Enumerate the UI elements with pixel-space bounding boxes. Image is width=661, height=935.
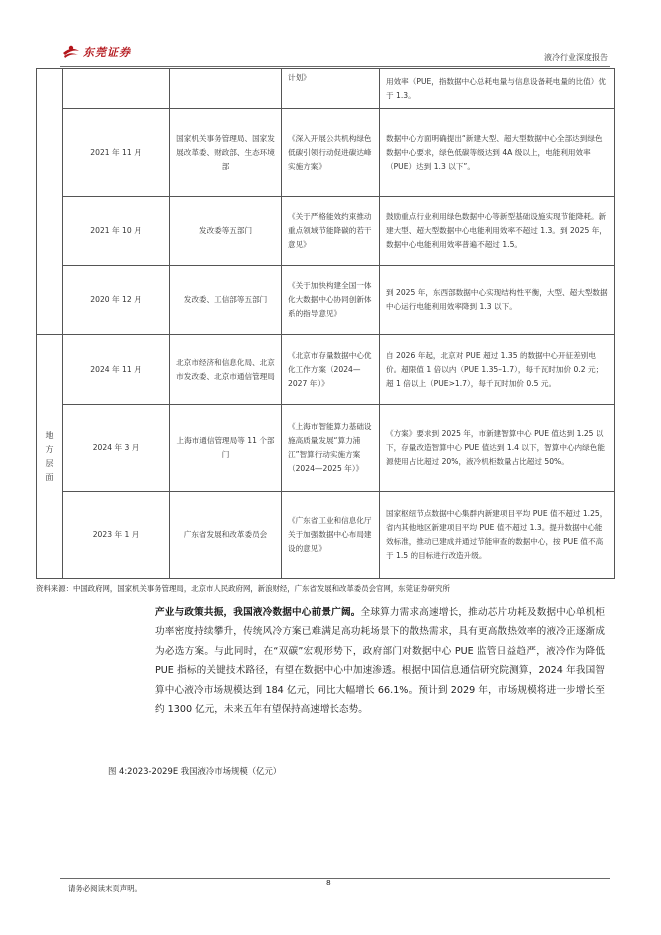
dept-cell: 上海市通信管理局等 11 个部门 <box>170 405 282 492</box>
table-row <box>37 266 615 335</box>
dept-cell: 发改委等五部门 <box>170 197 282 266</box>
company-logo <box>62 44 131 60</box>
content-cell: 国家枢纽节点数据中心集群内新建项目平均 PUE 值不超过 1.25，省内其他地区新建项目平均 PUE 值不超过 1.3。提升数据中心能效标准，推动已建成并通过节能审查的数据中心，按 PUE 值不高于 1.5 的目标进行改造升级。 <box>380 492 615 579</box>
report-title: 液冷行业深度报告 <box>544 53 608 62</box>
dept-cell <box>170 69 282 109</box>
content-cell: 数据中心方面明确提出“新建大型、超大型数据中心全部达到绿色数据中心要求，绿色低碳等级达到 4A 级以上，电能利用效率（PUE）达到 1.3 以下”。 <box>380 109 615 197</box>
page-header <box>60 40 610 66</box>
content-cell: 《方案》要求到 2025 年，市新建智算中心 PUE 值达到 1.25 以下，存量改造智算中心 PUE 值达到 1.4 以下，智算中心内绿色能源使用占比超过 20%，液冷机柜数量占比超过 50%。 <box>380 405 615 492</box>
paragraph-lead: 产业与政策共振，我国液冷数据中心前景广阔。 <box>155 607 361 618</box>
logo-text: 东莞证券 <box>83 46 131 59</box>
source-note: 资料来源：中国政府网，国家机关事务管理局，北京市人民政府网，新浪财经，广东省发展和改革委员会官网，东莞证券研究所 <box>36 584 450 593</box>
level-national-cell <box>37 69 63 335</box>
dept-cell: 北京市经济和信息化局、北京市发改委、北京市通信管理局 <box>170 335 282 405</box>
dept-cell: 发改委、工信部等五部门 <box>170 266 282 335</box>
table-row <box>37 492 615 579</box>
table-row <box>37 335 615 405</box>
table-row <box>37 109 615 197</box>
date-cell: 2024 年 3 月 <box>63 405 170 492</box>
doc-cell: 计划》 <box>282 69 380 109</box>
doc-cell: 《关于严格能效约束推动重点领域节能降碳的若干意见》 <box>282 197 380 266</box>
header-divider <box>60 66 610 67</box>
paragraph-text: 全球算力需求高速增长，推动芯片功耗及数据中心单机柜功率密度持续攀升，传统风冷方案已难满足高功耗场景下的散热需求，具有更高散热效率的液冷正逐渐成为必选方案。与此同时，在“双碳”宏观形势下，政府部门对数据中心 PUE 监管日益趋严，液冷作为降低 PUE 指标的关键技术路径，有望在数据中心中加速渗透。根据中国信息通信研究院测算，2024 年我国智算中心液冷市场规模达到 184 亿元，同比大幅增长 66.1%。预计到 2029 年，市场规模将进一步增长至约 1300 亿元，未来五年有望保持高速增长态势。 <box>155 607 606 716</box>
table-row <box>37 197 615 266</box>
date-cell <box>63 69 170 109</box>
content-cell: 到 2025 年，东西部数据中心实现结构性平衡，大型、超大型数据中心运行电能利用效率降到 1.3 以下。 <box>380 266 615 335</box>
content-cell: 自 2026 年起，北京对 PUE 超过 1.35 的数据中心开征差别电价。超限值 1 倍以内（PUE 1.35–1.7），每千瓦时加价 0.2 元；超 1 倍以上（PUE>1.7），每千瓦时加价 0.5 元。 <box>380 335 615 405</box>
dept-cell: 广东省发展和改革委员会 <box>170 492 282 579</box>
doc-cell: 《深入开展公共机构绿色低碳引领行动促进碳达峰实施方案》 <box>282 109 380 197</box>
date-cell: 2020 年 12 月 <box>63 266 170 335</box>
level-local-label: 地方层面 <box>45 430 54 482</box>
content-cell: 用效率（PUE，指数据中心总耗电量与信息设备耗电量的比值）优于 1.3。 <box>380 69 615 109</box>
content-cell: 鼓励重点行业利用绿色数据中心等新型基础设施实现节能降耗。新建大型、超大型数据中心电能利用效率不超过 1.3。到 2025 年，数据中心电能利用效率普遍不超过 1.5。 <box>380 197 615 266</box>
page-number: 8 <box>326 878 331 887</box>
level-local-cell <box>37 335 63 579</box>
disclaimer-note: 请务必阅读末页声明。 <box>68 884 142 893</box>
date-cell: 2024 年 11 月 <box>63 335 170 405</box>
doc-cell: 《北京市存量数据中心优化工作方案（2024—2027 年）》 <box>282 335 380 405</box>
doc-cell: 《广东省工业和信息化厅关于加强数据中心布局建设的意见》 <box>282 492 380 579</box>
policy-table <box>36 68 615 579</box>
dept-cell: 国家机关事务管理局、国家发展改革委、财政部、生态环境部 <box>170 109 282 197</box>
table-row <box>37 405 615 492</box>
body-paragraph <box>155 603 605 719</box>
doc-cell: 《上海市智能算力基础设施高质量发展“算力浦江”智算行动实施方案（2024—2025 年）》 <box>282 405 380 492</box>
footer-divider <box>60 878 610 879</box>
table-row <box>37 69 615 109</box>
logo-mark-icon <box>62 44 80 60</box>
date-cell: 2021 年 11 月 <box>63 109 170 197</box>
date-cell: 2023 年 1 月 <box>63 492 170 579</box>
doc-cell: 《关于加快构建全国一体化大数据中心协同创新体系的指导意见》 <box>282 266 380 335</box>
date-cell: 2021 年 10 月 <box>63 197 170 266</box>
figure-caption: 图 4:2023-2029E 我国液冷市场规模（亿元） <box>108 766 282 776</box>
